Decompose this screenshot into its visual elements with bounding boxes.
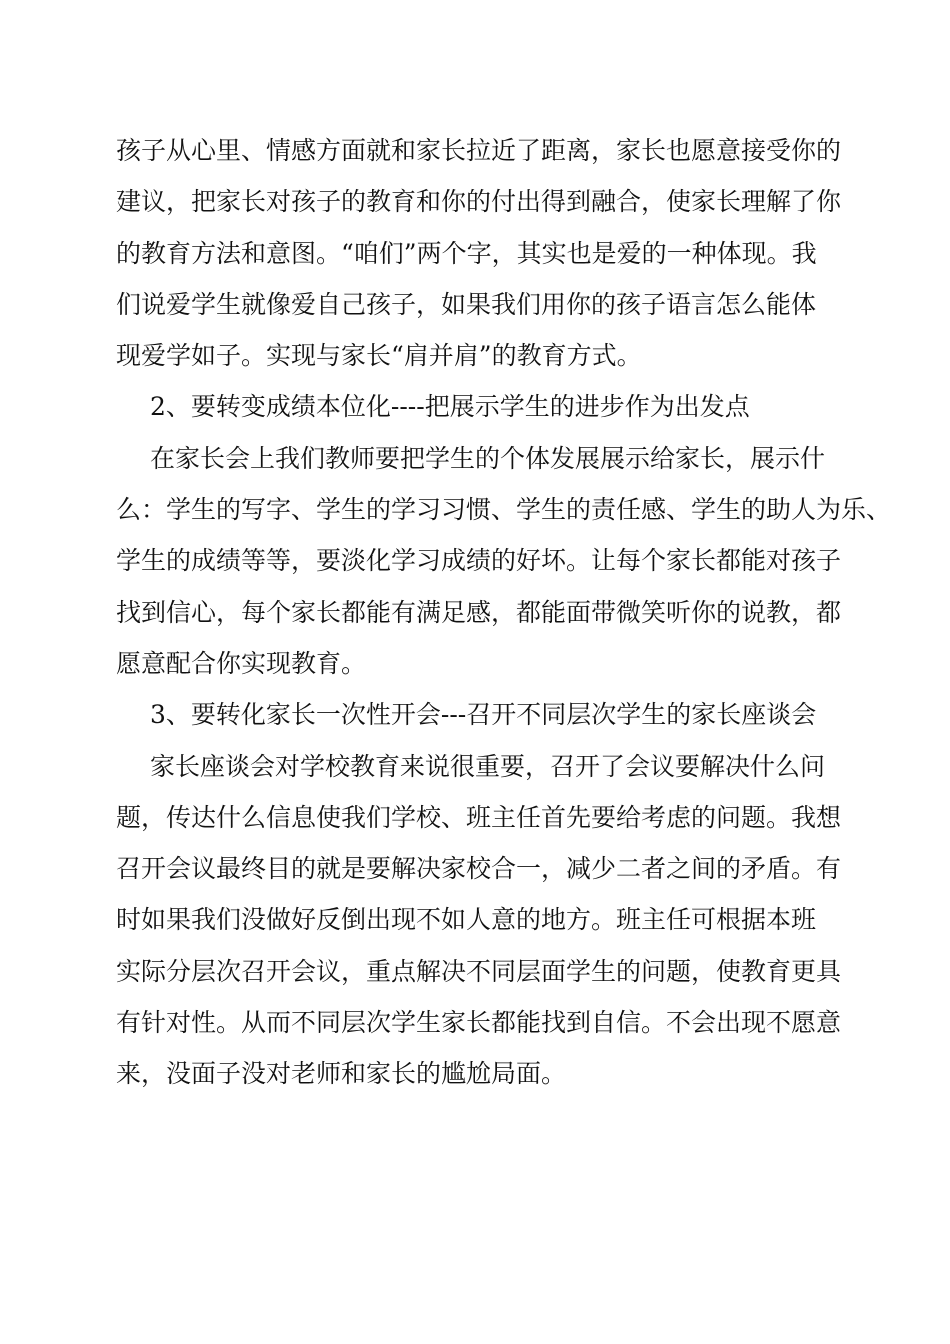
text-line: 现爱学如子。实现与家长“肩并肩”的教育方式。 — [116, 341, 642, 371]
text-line: 题，传达什么信息使我们学校、班主任首先要给考虑的问题。我想 — [116, 802, 842, 832]
text-line: 的教育方法和意图。“咱们”两个字，其实也是爱的一种体现。我 — [116, 238, 817, 268]
text-line: 时如果我们没做好反倒出现不如人意的地方。班主任可根据本班 — [116, 905, 817, 935]
paragraph-start: 家长座谈会对学校教育来说很重要，召开了会议要解决什么问 — [150, 751, 826, 781]
paragraph-start: 在家长会上我们教师要把学生的个体发展展示给家长，展示什 — [150, 443, 826, 473]
text-line: 实际分层次召开会议，重点解决不同层面学生的问题，使教育更具 — [116, 956, 842, 986]
section-heading-2: 2、要转变成绩本位化----把展示学生的进步作为出发点 — [150, 392, 750, 422]
text-line: 召开会议最终目的就是要解决家校合一，减少二者之间的矛盾。有 — [116, 854, 842, 884]
text-line: 么：学生的写字、学生的学习习惯、学生的责任感、学生的助人为乐、 — [116, 495, 892, 525]
text-line: 找到信心，每个家长都能有满足感，都能面带微笑听你的说教，都 — [116, 597, 842, 627]
document-body-text — [116, 125, 892, 1100]
text-line: 来，没面子没对老师和家长的尴尬局面。 — [116, 1059, 567, 1089]
text-line: 孩子从心里、情感方面就和家长拉近了距离，家长也愿意接受你的 — [116, 136, 842, 165]
text-line: 有针对性。从而不同层次学生家长都能找到自信。不会出现不愿意 — [116, 1008, 842, 1038]
text-line: 学生的成绩等等，要淡化学习成绩的好坏。让每个家长都能对孩子 — [116, 546, 842, 576]
text-line: 们说爱学生就像爱自己孩子，如果我们用你的孩子语言怎么能体 — [116, 289, 817, 319]
section-heading-3: 3、要转化家长一次性开会---召开不同层次学生的家长座谈会 — [150, 700, 817, 730]
text-line: 建议，把家长对孩子的教育和你的付出得到融合，使家长理解了你 — [116, 187, 842, 217]
text-line: 愿意配合你实现教育。 — [116, 648, 367, 678]
